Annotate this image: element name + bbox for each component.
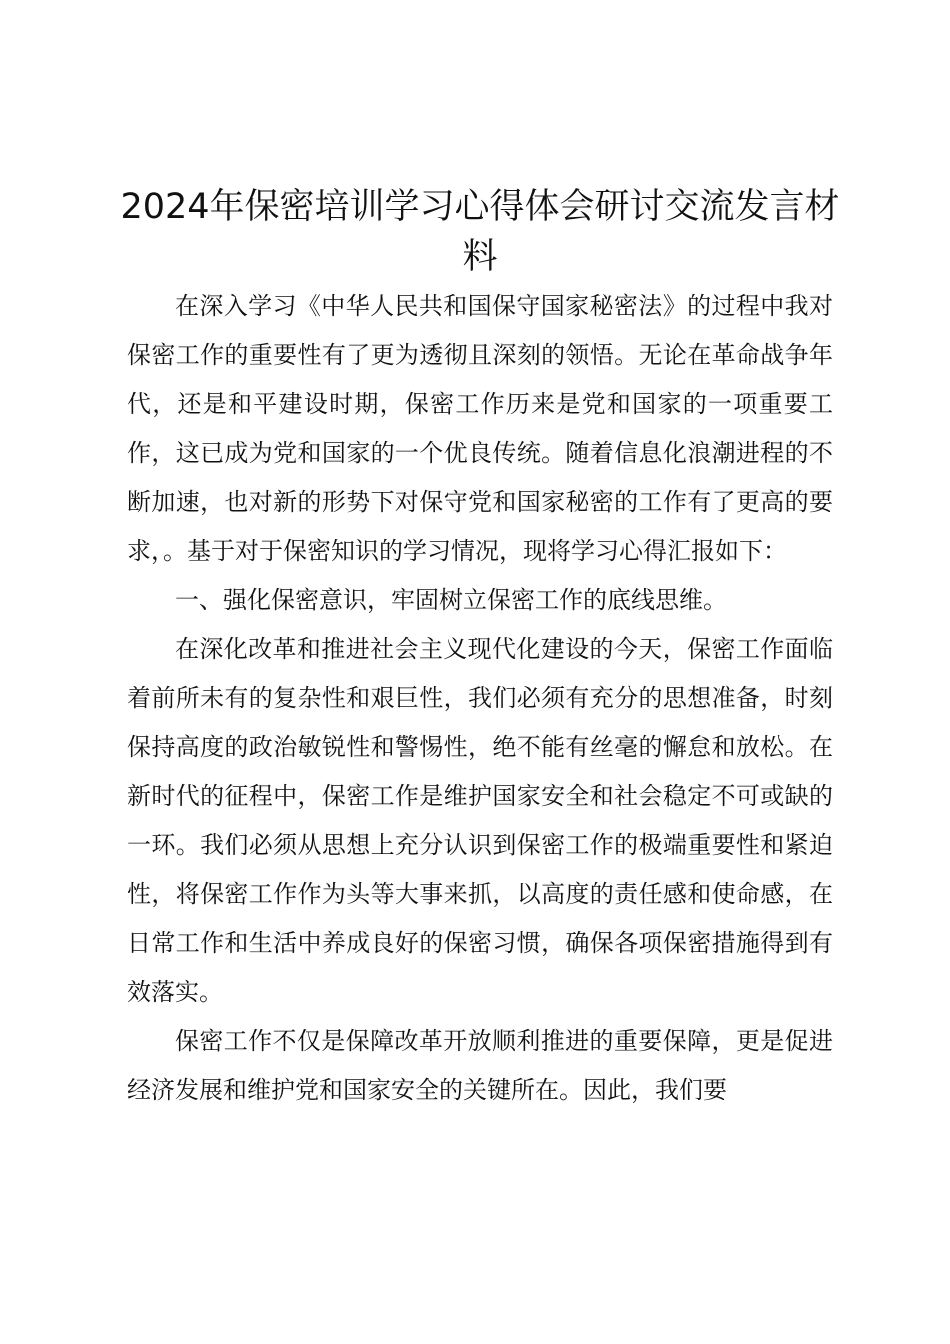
document-title: 2024年保密培训学习心得体会研讨交流发言材料: [120, 187, 840, 277]
paragraph-intro: 在深入学习《中华人民共和国保守国家秘密法》的过程中我对保密工作的重要性有了更为透彻且深刻的领悟。无论在革命战争年代，还是和平建设时期，保密工作历来是党和国家的一项重要工作，这已成为党和国家的一个优良传统。随着信息化浪潮进程的不断加速，也对新的形势下对保守党和国家秘密的工作有了更高的要求，。基于对于保密知识的学习情况，现将学习心得汇报如下：: [127, 292, 833, 565]
section-heading-1: 一、强化保密意识，牢固树立保密工作的底线思维。: [175, 586, 727, 614]
paragraph-section-1-body: 在深化改革和推进社会主义现代化建设的今天，保密工作面临着前所未有的复杂性和艰巨性，我们必须有充分的思想准备，时刻保持高度的政治敏锐性和警惕性，绝不能有丝毫的懈怠和放松。在新时代的征程中，保密工作是维护国家安全和社会稳定不可或缺的一环。我们必须从思想上充分认识到保密工作的极端重要性和紧迫性，将保密工作作为头等大事来抓，以高度的责任感和使命感，在日常工作和生活中养成良好的保密习惯，确保各项保密措施得到有效落实。: [127, 635, 833, 1006]
paragraph-section-1-continued: 保密工作不仅是保障改革开放顺利推进的重要保障，更是促进经济发展和维护党和国家安全的关键所在。因此，我们要: [127, 1027, 833, 1104]
document-body: [127, 282, 833, 1115]
